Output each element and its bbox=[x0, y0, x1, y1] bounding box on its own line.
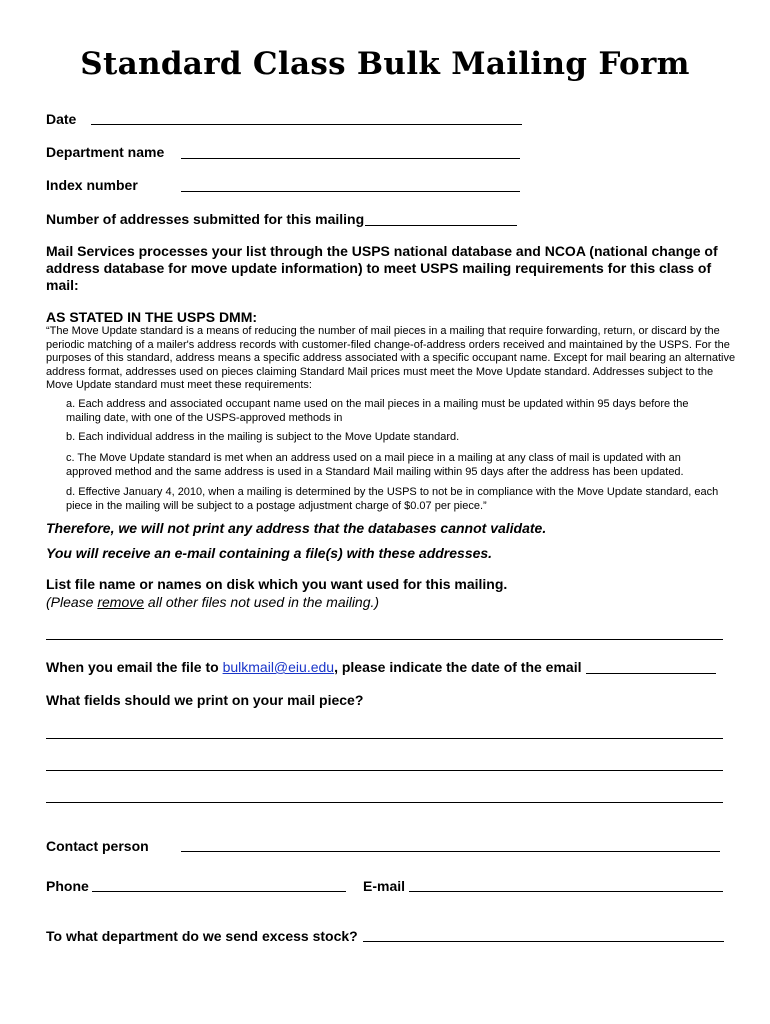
list-note-remove: remove bbox=[97, 594, 145, 610]
contact-person-field[interactable] bbox=[181, 851, 720, 852]
date-label: Date bbox=[46, 111, 77, 127]
email-date-label bbox=[46, 659, 581, 675]
print-fields-label: What fields should we print on your mail piece? bbox=[46, 692, 364, 708]
department-field[interactable] bbox=[181, 158, 520, 159]
email-date-text-end: , please indicate the date of the email bbox=[334, 659, 582, 675]
page-title: Standard Class Bulk Mailing Form bbox=[80, 46, 690, 82]
dmm-heading: AS STATED IN THE USPS DMM: bbox=[46, 309, 258, 325]
notice-email-file: You will receive an e-mail containing a file(s) with these addresses. bbox=[46, 545, 493, 561]
notice-no-print: Therefore, we will not print any address that the databases cannot validate. bbox=[46, 520, 547, 536]
requirement-d: d. Effective January 4, 2010, when a mailing is determined by the USPS to not be in compliance with the Move Update standard, each piece in the mailing will be subject to a postage adjustment charge of $0.07 per piece.” bbox=[66, 486, 719, 512]
index-number-label: Index number bbox=[46, 177, 138, 193]
file-names-field[interactable] bbox=[46, 639, 723, 640]
print-fields-line-3[interactable] bbox=[46, 802, 723, 803]
phone-label: Phone bbox=[46, 878, 89, 894]
bulkmail-link[interactable]: bulkmail@eiu.edu bbox=[222, 659, 335, 675]
excess-stock-field[interactable] bbox=[363, 941, 724, 942]
address-count-label: Number of addresses submitted for this mailing bbox=[46, 211, 365, 227]
list-note-end: all other files not used in the mailing.) bbox=[144, 594, 380, 610]
address-count-field[interactable] bbox=[365, 225, 517, 226]
date-field[interactable] bbox=[91, 124, 522, 125]
email-label: E-mail bbox=[363, 878, 406, 894]
print-fields-line-1[interactable] bbox=[46, 738, 723, 739]
email-field[interactable] bbox=[409, 891, 723, 892]
requirement-c: c. The Move Update standard is met when an address used on a mail piece in a mailing at any class of mail is updated with an approved method and the same address is used in a Standard Mail mailing within 95 days after the address has been updated. bbox=[66, 452, 684, 478]
requirement-a: a. Each address and associated occupant name used on the mail pieces in a mailing must be updated within 95 days before the mailing date, with one of the USPS-approved methods in bbox=[66, 398, 689, 424]
excess-stock-label: To what department do we send excess stock? bbox=[46, 928, 358, 944]
dmm-text: “The Move Update standard is a means of reducing the number of mail pieces in a mailing that require forwarding, return, or discard by the periodic matching of a mailer's address records with customer-filed change-of-address orders received and maintained by the USPS. For the purposes of this standard, address means a specific address associated with a specific occupant name. Except for mail bearing an alternative address format, addresses used on pieces claiming Standard Mail prices must meet the Move Update standard. Addresses subject to the Move Update standard must meet these requirements: bbox=[46, 325, 736, 391]
department-label: Department name bbox=[46, 144, 165, 160]
email-date-text-start: When you email the file to bbox=[46, 659, 223, 675]
index-number-field[interactable] bbox=[181, 191, 520, 192]
contact-person-label: Contact person bbox=[46, 838, 149, 854]
phone-field[interactable] bbox=[92, 891, 346, 892]
print-fields-line-2[interactable] bbox=[46, 770, 723, 771]
list-files-note bbox=[46, 594, 379, 610]
list-files-label: List file name or names on disk which you want used for this mailing. bbox=[46, 576, 508, 592]
intro-paragraph: Mail Services processes your list through the USPS national database and NCOA (national change of address database for move update information) to meet USPS mailing requirements for this class of mail: bbox=[46, 243, 718, 293]
list-note-start: (Please bbox=[46, 594, 98, 610]
email-date-field[interactable] bbox=[586, 673, 716, 674]
requirement-b: b. Each individual address in the mailing is subject to the Move Update standard. bbox=[66, 431, 460, 443]
